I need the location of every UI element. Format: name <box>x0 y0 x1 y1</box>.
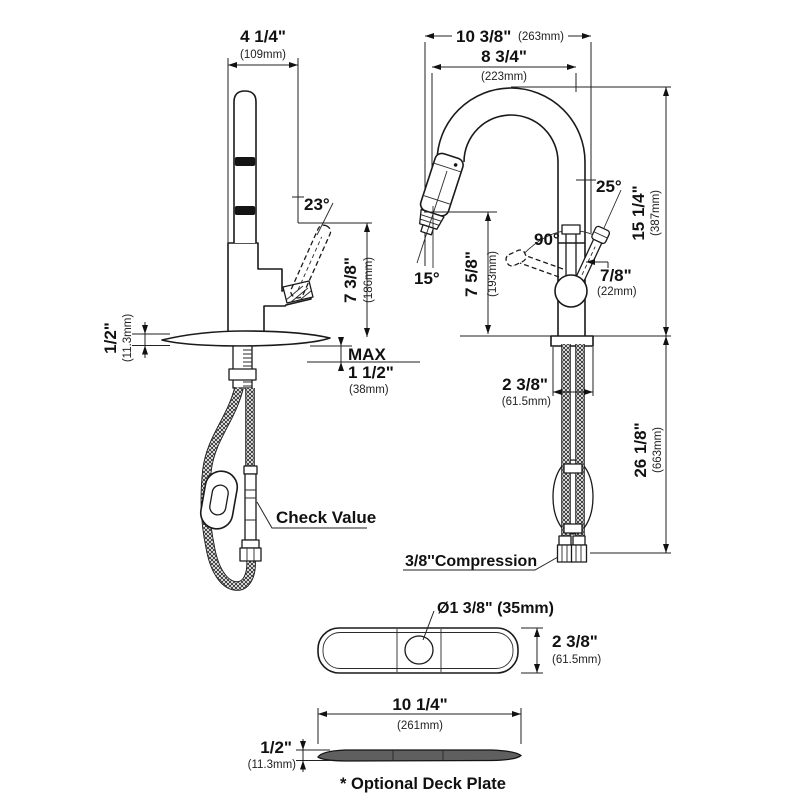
check-valve-callout <box>257 502 376 528</box>
spout-reach-in-label: 8 3/4" <box>481 47 527 66</box>
max-label-line2: 1 1/2" <box>348 363 394 382</box>
overall-height-mm-label: (387mm) <box>650 189 662 237</box>
handle-clearance-mm-label: (22mm) <box>597 286 637 298</box>
wand-band-upper <box>235 157 255 166</box>
hose-length-in-label: 26 1/8" <box>631 422 650 478</box>
plate-side-thickness-in-label: 1/2" <box>260 738 292 757</box>
side-view <box>403 27 671 570</box>
overall-height-in-label: 15 1/4" <box>629 185 648 241</box>
connector-bottom <box>564 524 582 533</box>
wand-band-lower <box>235 206 255 215</box>
plate-depth-in-label: 2 3/8" <box>552 632 598 651</box>
plate-length-dimension <box>318 695 521 744</box>
head-angle-label: 15° <box>414 269 440 288</box>
front-height-mm-label: (186mm) <box>363 256 375 304</box>
front-width-in-label: 4 1/4" <box>240 27 286 46</box>
base-width-in-label: 2 3/8" <box>502 375 548 394</box>
handle-clearance-dimension <box>586 259 637 298</box>
handle-angle-side-callout <box>576 177 622 196</box>
max-label-line1: MAX <box>348 345 386 364</box>
max-label-mm: (38mm) <box>349 384 389 396</box>
handle-angle-side-label: 25° <box>596 177 622 196</box>
spout-reach-mm-label: (223mm) <box>480 71 528 83</box>
plate-depth-mm-label: (61.5mm) <box>552 654 602 666</box>
plate-length-mm-label: (261mm) <box>396 720 444 732</box>
handle-swivel-label: 90° <box>534 230 560 249</box>
plate-thickness-dimension <box>101 314 170 363</box>
overall-reach-mm-label: (263mm) <box>518 31 565 43</box>
check-valve-label: Check Value <box>276 508 377 527</box>
deck-plate-side-view <box>318 750 521 761</box>
handle-clearance-in-label: 7/8" <box>600 266 632 285</box>
plate-thickness-in-label: 1/2" <box>101 322 120 354</box>
compression-label: 3/8''Compression <box>405 553 538 570</box>
handle-angle-label: 23° <box>304 195 330 214</box>
base-width-mm-label: (61.5mm) <box>501 396 551 408</box>
spray-head <box>412 152 465 238</box>
deck-plate-front <box>162 331 330 346</box>
plate-side-thickness-mm-label: (11.3mm) <box>247 759 296 771</box>
compression-callout <box>403 553 558 570</box>
plate-depth-dimension <box>521 628 601 673</box>
spray-wand-front <box>234 91 256 243</box>
max-mounting-dimension <box>307 337 420 396</box>
spout-clearance-mm-label: (193mm) <box>487 250 499 298</box>
spout-clearance-in-label: 7 5/8" <box>462 251 481 297</box>
deck-plate-top-view <box>318 600 554 673</box>
front-width-mm-label: (109mm) <box>239 49 287 61</box>
base-flange <box>551 336 593 346</box>
hole-diameter-label: Ø1 3/8" (35mm) <box>437 600 554 617</box>
handle-stem <box>566 234 576 276</box>
mounting-shank <box>229 346 256 388</box>
check-valve <box>240 466 261 561</box>
stem-cap <box>562 225 580 234</box>
overall-reach-in-label: 10 3/8" <box>456 27 512 46</box>
valve-ball <box>555 275 587 307</box>
connector-top <box>564 464 582 473</box>
plate-thickness-mm-label: (11.3mm) <box>122 313 134 363</box>
hose-length-mm-label: (663mm) <box>652 426 664 474</box>
front-view <box>101 27 420 586</box>
deck-plate-views <box>248 600 602 793</box>
deck-plate-caption: * Optional Deck Plate <box>340 775 506 793</box>
compression-fittings <box>558 536 587 562</box>
plate-length-in-label: 10 1/4" <box>392 695 448 714</box>
front-height-in-label: 7 3/8" <box>341 257 360 303</box>
hose-length-dimension <box>590 336 671 553</box>
mounting-nut <box>229 369 256 380</box>
